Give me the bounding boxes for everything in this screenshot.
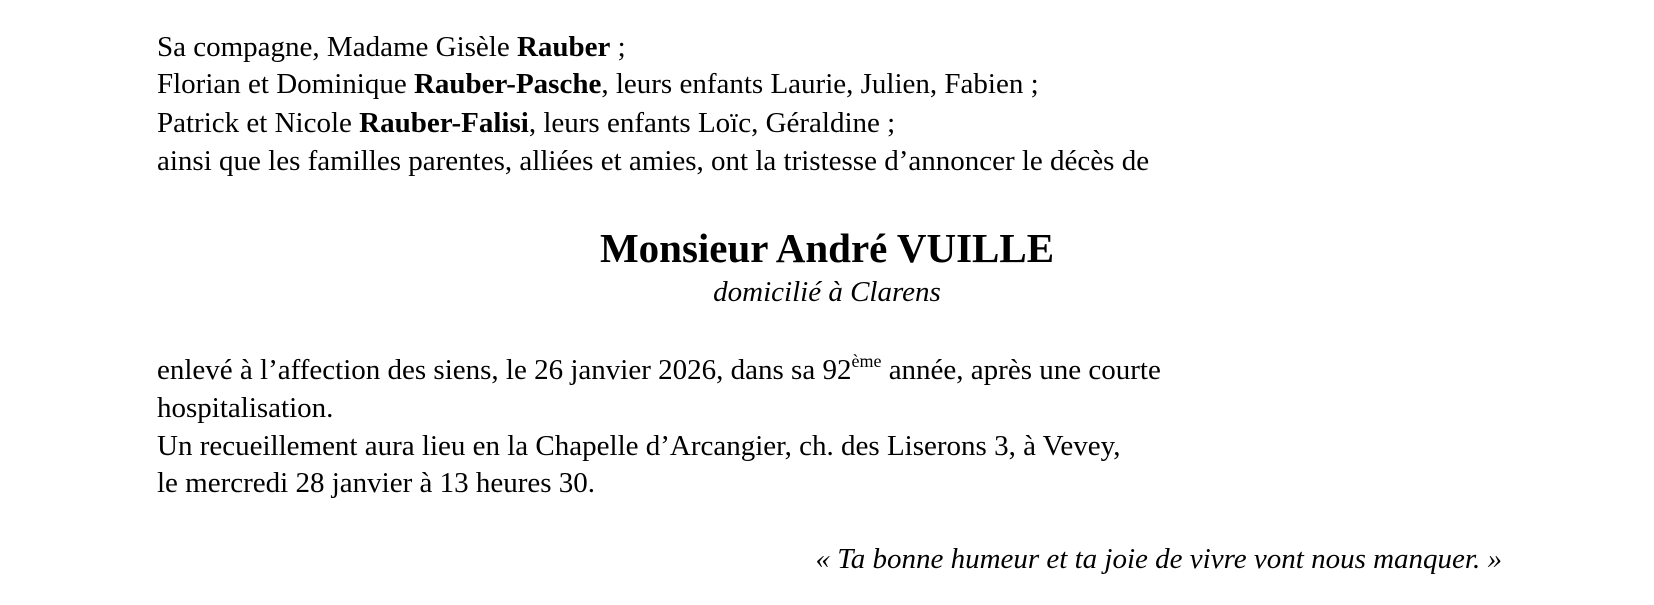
family-line-1-prefix: Sa compagne, Madame Gisèle xyxy=(157,31,517,63)
details-line-1 xyxy=(157,352,1161,388)
family-line-3 xyxy=(157,105,895,141)
family-line-3-name: Rauber-Falisi xyxy=(359,107,529,139)
family-line-3-prefix: Patrick et Nicole xyxy=(157,107,360,139)
announcement-line: ainsi que les familles parentes, alliées et amies, ont la tristesse d’annoncer le décès de xyxy=(157,145,1150,177)
deceased-name: Monsieur André VUILLE xyxy=(599,225,1055,271)
closing-quote: « Ta bonne humeur et ta joie de vivre vont nous manquer. » xyxy=(815,543,1502,575)
details-line-1-after: année, après une courte xyxy=(881,354,1161,386)
family-line-1-name: Rauber xyxy=(516,31,611,63)
details-line-3: Un recueillement aura lieu en la Chapelle d’Arcangier, ch. des Liserons 3, à Vevey, xyxy=(157,430,1121,462)
family-line-2-suffix: , leurs enfants Laurie, Julien, Fabien ; xyxy=(601,68,1039,100)
family-line-3-suffix: , leurs enfants Loïc, Géraldine ; xyxy=(528,107,896,139)
ordinal-superscript: ème xyxy=(851,351,882,371)
details-line-1-before: enlevé à l’affection des siens, le 26 janvier 2026, dans sa 92 xyxy=(157,354,852,386)
family-line-1 xyxy=(157,29,626,65)
family-line-2 xyxy=(157,66,1039,102)
family-line-2-name: Rauber-Pasche xyxy=(413,68,602,100)
details-line-2: hospitalisation. xyxy=(157,392,334,424)
details-line-4: le mercredi 28 janvier à 13 heures 30. xyxy=(157,467,596,499)
family-line-2-prefix: Florian et Dominique xyxy=(157,68,414,100)
family-line-1-suffix: ; xyxy=(610,31,626,63)
deceased-residence: domicilié à Clarens xyxy=(713,276,941,308)
